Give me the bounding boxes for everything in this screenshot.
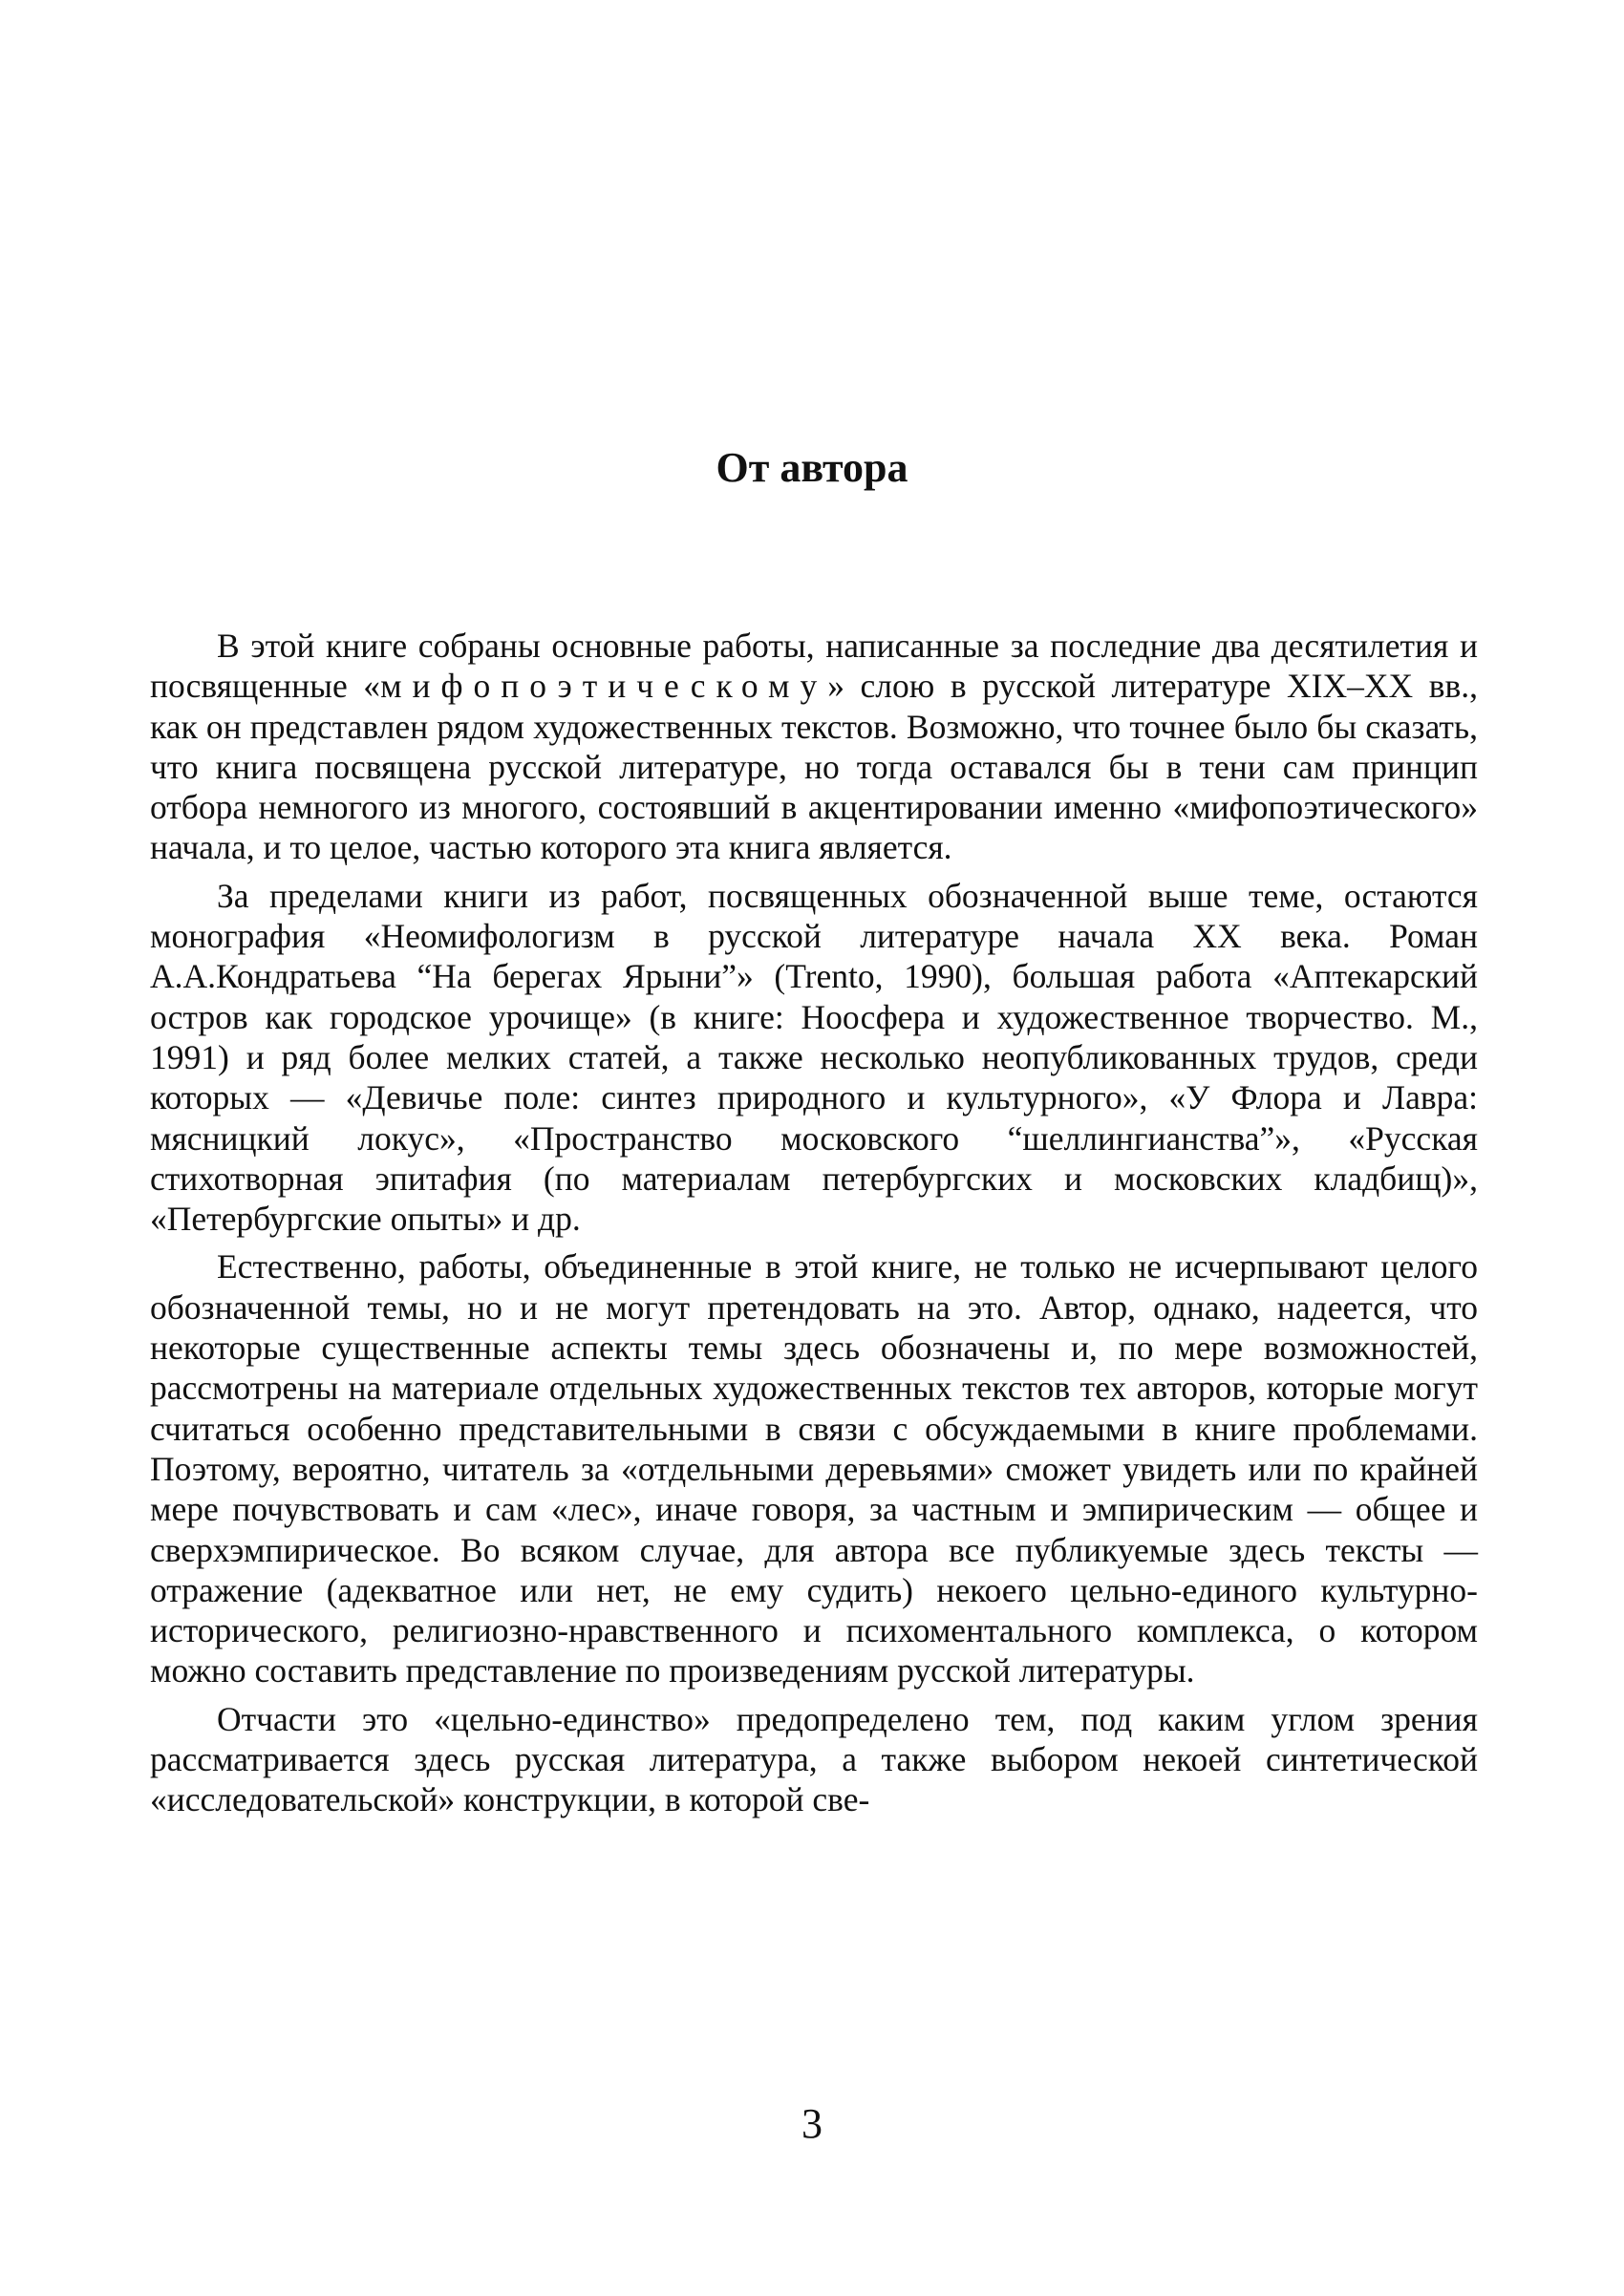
body-text xyxy=(150,626,1478,1828)
paragraph-1-text-after: » слою в русской литературе XIX–XX вв., как он представлен рядом художественных текстов. Возможно, что точнее было бы сказать, что книга посвящена русской литературе, но тогда оставался бы в тени сам принцип отбора немногого из многого, состоявший в акцентировании именно «мифопоэтического» начала, и то целое, частью которого эта книга является. xyxy=(150,667,1478,867)
paragraph-2: За пределами книги из работ, посвященных обозначенной выше теме, остаются монография «Неомифологизм в русской литературе начала XX века. Роман А.А.Кондратьева “На берегах Ярыни”» (Trento, 1990), большая работа «Аптекарский остров как городское урочище» (в книге: Ноосфера и художественное творчество. М., 1991) и ряд более мелких статей, а также несколько неопубликованных трудов, среди которых — «Девичье поле: синтез природного и культурного», «У Флора и Лавра: мясницкий локус», «Пространство московского “шеллингианства”», «Русская стихотворная эпитафия (по материалам петербургских и московских кладбищ)», «Петербургские опыты» и др. xyxy=(150,876,1478,1239)
paragraph-1 xyxy=(150,626,1478,868)
paragraph-1-spaced-term: мифопоэтическому xyxy=(380,667,828,706)
paragraph-1-text-before: В этой книге собраны основные работы, написанные за последние два десятилетия и посвященные « xyxy=(150,627,1478,706)
page-number: 3 xyxy=(801,2100,823,2147)
paragraph-3: Естественно, работы, объединенные в этой книге, не только не исчерпывают целого обозначенной темы, но и не могут претендовать на это. Автор, однако, надеется, что некоторые существенные аспекты темы здесь обозначены и, по мере возможностей, рассмотрены на материале отдельных художественных текстов тех авторов, которые могут считаться особенно представительными в связи с обсуждаемыми в книге проблемами. Поэтому, вероятно, читатель за «отдельными деревьями» сможет увидеть или по крайней мере почувствовать и сам «лес», иначе говоря, за частным и эмпирическим — общее и сверхэмпирическое. Во всяком случае, для автора все публикуемые здесь тексты — отражение (адекватное или нет, не ему судить) некоего цельно-единого культурно-исторического, религиозно-нравственного и психоментального комплекса, о котором можно составить представление по произведениям русской литературы. xyxy=(150,1247,1478,1690)
paragraph-4: Отчасти это «цельно-единство» предопределено тем, под каким углом зрения рассматривается здесь русская литература, а также выбором некоей синтетической «исследовательской» конструкции, в которой све- xyxy=(150,1699,1478,1819)
page-title: От автора xyxy=(716,444,908,491)
